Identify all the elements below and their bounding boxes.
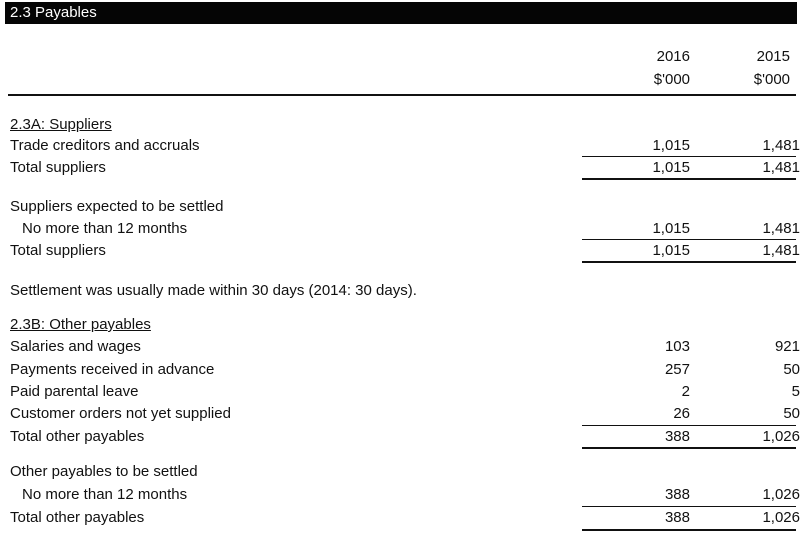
year-2016-header: 2016 [656, 48, 690, 65]
year-2015-header: 2015 [756, 48, 790, 65]
value-2015: 50 [783, 361, 800, 378]
total-rule [582, 261, 796, 263]
value-2015: 1,026 [762, 509, 800, 526]
total-row [10, 157, 800, 179]
row-label: Total suppliers [10, 159, 106, 176]
table-row [10, 135, 800, 157]
table-row [10, 359, 800, 381]
row-label: Total suppliers [10, 242, 106, 259]
value-2015: 1,481 [762, 159, 800, 176]
row-label: Total other payables [10, 509, 145, 526]
other-payables-heading-row [10, 314, 800, 336]
table-row [10, 403, 800, 425]
value-2016: 1,015 [652, 159, 690, 176]
value-2016: 388 [664, 509, 690, 526]
total-rule [582, 447, 796, 449]
value-2016: 1,015 [652, 242, 690, 259]
value-2016: 388 [664, 486, 690, 503]
suppliers-heading: 2.3A: Suppliers [10, 116, 112, 133]
suppliers-heading-row [10, 114, 800, 136]
row-label: Paid parental leave [10, 383, 139, 400]
settlement-note: Settlement was usually made within 30 days (2014: 30 days). [10, 282, 417, 299]
table-row [10, 461, 800, 483]
value-2015: 5 [791, 383, 800, 400]
value-2015: 1,481 [762, 242, 800, 259]
row-label: Total other payables [10, 428, 145, 445]
value-2016: 388 [664, 428, 690, 445]
value-2016: 2 [681, 383, 690, 400]
section-title: 2.3 Payables [5, 2, 797, 24]
value-2015: 50 [783, 405, 800, 422]
total-row [10, 507, 800, 529]
value-2016: 26 [673, 405, 690, 422]
total-row [10, 240, 800, 262]
row-label: No more than 12 months [22, 220, 188, 237]
table-row [10, 218, 800, 240]
total-row [10, 426, 800, 448]
row-label: Suppliers expected to be settled [10, 198, 224, 215]
value-2015: 1,481 [762, 137, 800, 154]
row-label: Payments received in advance [10, 361, 215, 378]
table-row [10, 381, 800, 403]
table-row [10, 336, 800, 358]
table-row [10, 484, 800, 506]
row-label: Other payables to be settled [10, 463, 198, 480]
header-rule [8, 94, 796, 96]
value-2016: 1,015 [652, 137, 690, 154]
row-label: Trade creditors and accruals [10, 137, 200, 154]
settlement-note-row [10, 280, 800, 302]
value-2016: 1,015 [652, 220, 690, 237]
total-rule [582, 178, 796, 180]
value-2015: 1,481 [762, 220, 800, 237]
value-2016: 103 [664, 338, 690, 355]
unit-2015-header: $'000 [753, 71, 790, 88]
value-2016: 257 [664, 361, 690, 378]
unit-2016-header: $'000 [653, 71, 690, 88]
row-label: Customer orders not yet supplied [10, 405, 231, 422]
value-2015: 1,026 [762, 428, 800, 445]
value-2015: 921 [774, 338, 800, 355]
row-label: No more than 12 months [22, 486, 188, 503]
total-rule [582, 529, 796, 531]
other-payables-heading: 2.3B: Other payables [10, 316, 151, 333]
table-row [10, 196, 800, 218]
row-label: Salaries and wages [10, 338, 141, 355]
value-2015: 1,026 [762, 486, 800, 503]
